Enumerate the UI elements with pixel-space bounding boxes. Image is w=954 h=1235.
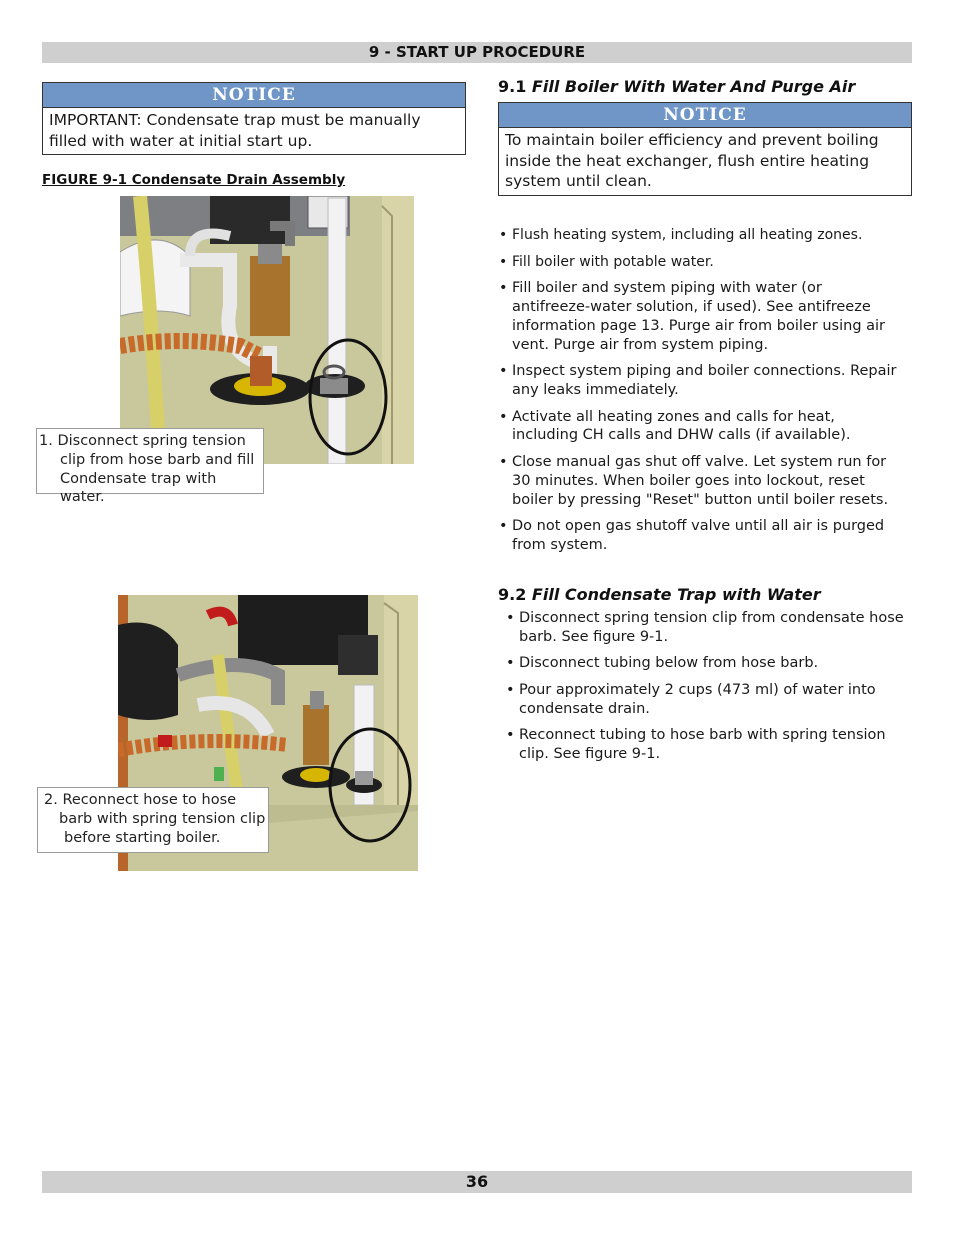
notice-line: IMPORTANT: Condensate trap must be manually bbox=[49, 111, 421, 129]
list-line: information page 13. Purge air from boiler using air bbox=[512, 317, 886, 334]
notice-title: NOTICE bbox=[499, 103, 911, 128]
list-line: clip. See figure 9-1. bbox=[519, 746, 661, 763]
figure-caption: FIGURE 9-1 Condensate Drain Assembly bbox=[42, 172, 346, 188]
list-item bbox=[506, 681, 914, 719]
list-item bbox=[499, 253, 913, 272]
list-line: • Close manual gas shut off valve. Let system run for bbox=[512, 453, 887, 470]
list-item bbox=[499, 453, 913, 509]
list-line: • Reconnect tubing to hose barb with spring tension bbox=[519, 727, 886, 744]
list-line: condensate drain. bbox=[519, 700, 650, 717]
list-line: • Inspect system piping and boiler connections. Repair bbox=[512, 363, 897, 380]
callout-line: clip from hose barb and fill bbox=[60, 451, 255, 468]
list-line: 30 minutes. When boiler goes into lockout, reset bbox=[512, 472, 865, 489]
notice-title: NOTICE bbox=[43, 83, 465, 108]
list-item bbox=[506, 654, 914, 673]
callout-line: 1. Disconnect spring tension bbox=[39, 433, 246, 449]
list-line: • Fill boiler with potable water. bbox=[512, 253, 714, 270]
list-line: • Fill boiler and system piping with water (or bbox=[512, 280, 822, 297]
list-item bbox=[499, 362, 913, 400]
list-item bbox=[499, 226, 913, 245]
section-title: Fill Boiler With Water And Purge Air bbox=[531, 77, 856, 96]
list-line: • Do not open gas shutoff valve until all air is purged bbox=[512, 518, 885, 535]
list-item bbox=[499, 408, 913, 446]
list-line: antifreeze-water solution, if used). See antifreeze bbox=[512, 298, 871, 315]
list-line: any leaks immediately. bbox=[512, 381, 679, 398]
section-title: Fill Condensate Trap with Water bbox=[531, 585, 821, 604]
notice-line: system until clean. bbox=[505, 172, 652, 190]
list-line: vent. Purge air from system piping. bbox=[512, 336, 769, 353]
list-line: • Flush heating system, including all heating zones. bbox=[512, 227, 863, 243]
bullet-list-9-2 bbox=[506, 609, 914, 772]
notice-line: To maintain boiler efficiency and prevent boiling bbox=[505, 131, 879, 149]
condensate-drain-illustration-top bbox=[120, 196, 414, 464]
list-line: • Disconnect spring tension clip from condensate hose bbox=[519, 610, 904, 626]
list-item bbox=[506, 726, 914, 764]
list-line: from system. bbox=[512, 536, 608, 553]
callout-disconnect-clip bbox=[36, 428, 264, 506]
section-number: 9.2 bbox=[498, 585, 527, 604]
list-line: • Disconnect tubing below from hose barb. bbox=[519, 655, 819, 672]
section-heading-9-1 bbox=[498, 77, 855, 96]
list-line: including CH calls and DHW calls (if available). bbox=[512, 427, 851, 444]
right-notice-box bbox=[498, 102, 912, 196]
callout-reconnect-hose bbox=[37, 787, 269, 853]
notice-line: filled with water at initial start up. bbox=[49, 131, 313, 150]
section-header-bar: 9 - START UP PROCEDURE bbox=[42, 42, 912, 63]
callout-line: barb with spring tension clip bbox=[59, 810, 266, 827]
list-item bbox=[499, 279, 913, 354]
callout-line: 2. Reconnect hose to hose bbox=[44, 792, 237, 808]
callout-line: Condensate trap with water. bbox=[60, 470, 217, 506]
bullet-list-9-1 bbox=[499, 226, 913, 563]
list-line: barb. See figure 9-1. bbox=[519, 628, 669, 645]
left-notice-box bbox=[42, 82, 466, 155]
list-item bbox=[499, 517, 913, 555]
callout-line: before starting boiler. bbox=[64, 829, 221, 846]
notice-body bbox=[499, 128, 911, 195]
section-number: 9.1 bbox=[498, 77, 527, 96]
list-item bbox=[506, 609, 914, 647]
list-line: • Activate all heating zones and calls for heat, bbox=[512, 408, 835, 425]
notice-line: inside the heat exchanger, flush entire heating bbox=[505, 151, 870, 170]
page-number-bar: 36 bbox=[42, 1171, 912, 1193]
list-line: • Pour approximately 2 cups (473 ml) of water into bbox=[519, 681, 876, 698]
section-heading-9-2 bbox=[498, 585, 821, 604]
notice-body bbox=[43, 108, 465, 154]
list-line: boiler by pressing "Reset" button until boiler resets. bbox=[512, 491, 889, 508]
